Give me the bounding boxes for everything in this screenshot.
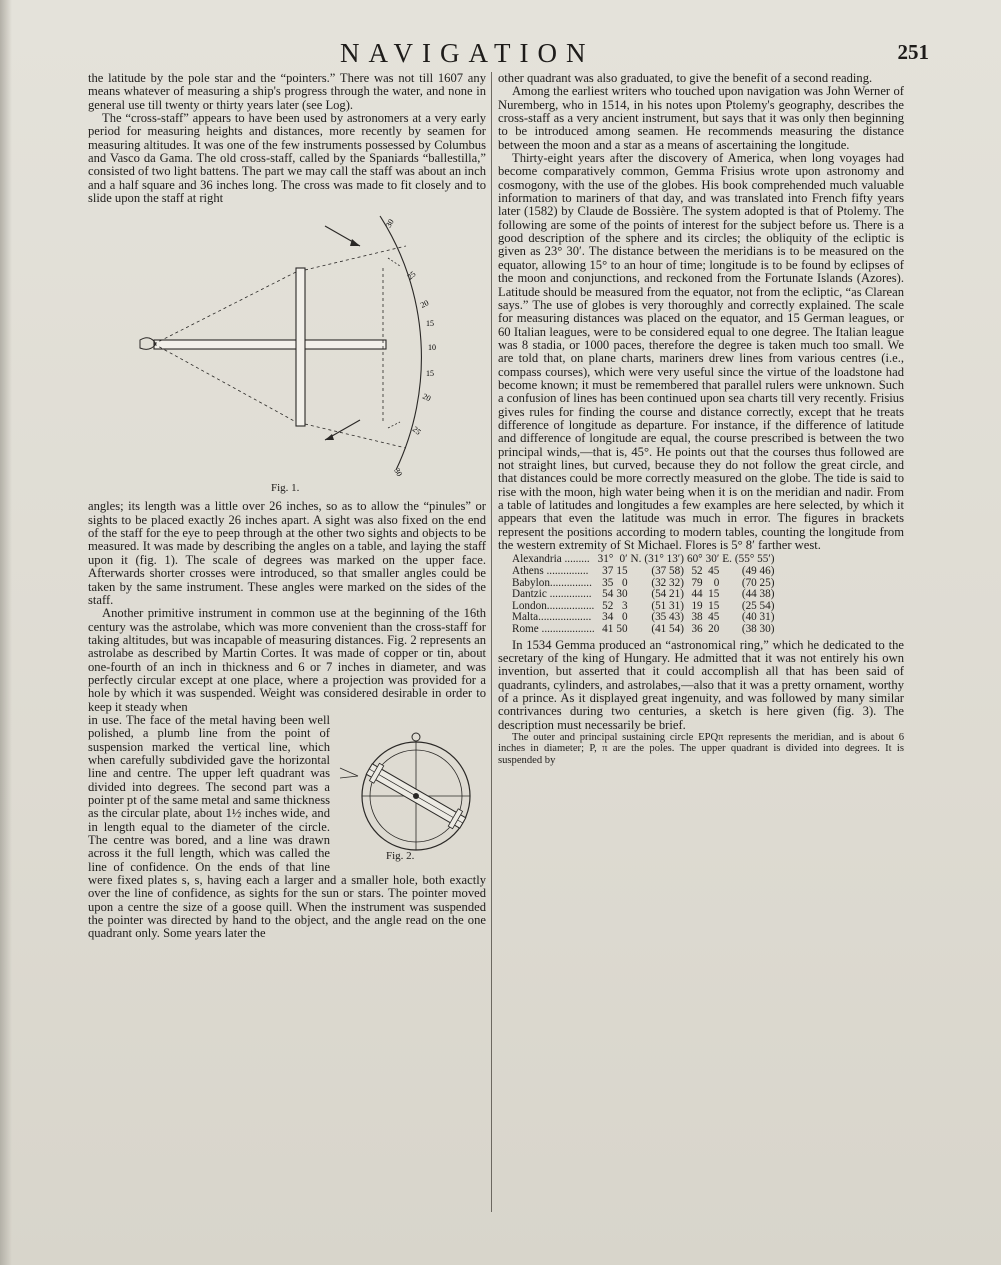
arrow <box>340 768 358 776</box>
table-cell-lon-m: 45 <box>708 611 720 624</box>
astrolabe-diagram <box>338 716 486 866</box>
sight-line <box>305 424 406 448</box>
table-cell-lat-h <box>631 624 645 636</box>
table-cell-place: Malta................... <box>512 611 592 624</box>
table-cell-lat-h: N. <box>630 553 642 566</box>
table-cell-lon-d: 60° <box>686 553 703 566</box>
table-cell-lon-h <box>722 624 735 636</box>
cross-piece <box>296 268 305 426</box>
table-cell-lat-mod: (54 21) <box>651 588 684 601</box>
right-column <box>498 72 904 1212</box>
figure-2-wrap <box>88 714 486 941</box>
table-cell-lon-m: 30′ <box>705 553 720 566</box>
table-cell-place: Rome ................... <box>512 622 595 635</box>
table-cell-lat-d: 54 <box>602 588 614 601</box>
table-cell-lon-mod: (70 25) <box>741 576 775 589</box>
paragraph: Thirty-eight years after the discovery of America, when long voyages had become comparatively common, Gemma Frisius wrote upon astronomy and cosmogony, with the use of the globes. His book comprehended much valuable information to mariners of that day, and was translated into French fifty years later (1582) by Claude de Bossière. The system adopted is that of Ptolemy. The following are some of the points of interest for the subject before us. There is a good description of the sphere and its circles; the obliquity of the ecliptic is given as 23° 30′. The distance between the meridians is to be measured on the equator, allowing 15° to an hour of time; longitude is to be found by eclipses of the moon and conjunctions, and reckoned from the Fortunate Islands (Azores). Latitude should be measured from the equator, not from the ecliptic, “as Clarean says.” The use of globes is very thoroughly and correctly explained. The scale for measuring distances was placed on the equator, and 15 German leagues, or 60 Italian leagues, were to be considered equal to one degree. The Italian league was 8 stadia, or 1000 paces, therefore the degree is taken much too small. We are told that, on plane charts, mariners drew lines from various centres (i.e., compass courses), which were very useful since the virtue of the loadstone had become known; it must be remembered that parallel rulers were unknown. Such a confusion of lines has been continued upon sea charts till very recently. Frisius gives rules for finding the course and distance correctly, except that he treats difference of longitude as departure. For instance, if the difference of latitude and difference of longitude are equal, the course prescribed is between the two principal winds,—that is, 45°. He points out that the courses thus followed are not straight lines, but curved, because they do not follow the great circle, and that distances could be more correctly measured on the globe. The tide is said to rise with the moon, high water being when it is on the meridian and nadir. From a table of latitudes and longitudes a few examples are here selected, by which it appears that even the latitude was much in error. The figures in brackets represent the positions according to modern tables, counting the longitude from the western extremity of St Michael. Flores is 5° 8′ farther west. <box>498 151 904 553</box>
table-cell-place: Babylon............... <box>512 576 592 589</box>
table-cell-lat-h <box>631 578 645 590</box>
table-cell-lon-d: 52 <box>691 564 703 577</box>
sight-line <box>305 246 406 270</box>
table-cell-lat-d: 34 <box>602 611 614 624</box>
table-cell-lon-h <box>722 612 735 624</box>
table-cell-lon-h <box>722 601 735 613</box>
degree-mark: 30 <box>392 466 405 479</box>
running-head: NAVIGATION <box>340 38 595 68</box>
table-cell-lat-mod: (51 31) <box>651 599 684 612</box>
table-cell-place: London................. <box>512 599 595 612</box>
paragraph: other quadrant was also graduated, to give the benefit of a second reading. <box>498 72 873 85</box>
table-cell-lon-mod: (55° 55′) <box>734 553 775 566</box>
table-cell-lat-mod: (41 54) <box>651 622 684 635</box>
cross-staff-diagram <box>88 208 486 498</box>
table-cell-lat-d: 37 <box>602 564 614 577</box>
sight-line <box>154 272 296 344</box>
table-row <box>512 589 777 601</box>
tick <box>388 422 400 428</box>
figure-2-astrolabe <box>338 716 486 866</box>
tick <box>388 258 400 266</box>
paragraph: The “cross-staff” appears to have been used by astronomers at a very early period for measuring heights and distances, more recently by seamen for measuring altitudes. It was one of the few instruments possessed by Columbus and Vasco da Gama. The old cross-staff, called by the Spaniards “ballestilla,” consisted of two light battens. The part we may call the staff was about an inch and a half square and 36 inches long. The cross was made to fit closely and to slide upon the staff at right <box>88 111 486 206</box>
table-cell-lat-mod: (31° 13′) <box>644 553 684 566</box>
table-cell-place: Alexandria ......... <box>512 553 590 566</box>
figure-caption: Fig. 2. <box>386 849 415 862</box>
centre-pin <box>413 793 419 799</box>
table-cell-lon-mod: (25 54) <box>741 599 775 612</box>
paragraph: angles; its length was a little over 26 inches, so as to allow the “pinules” or sights to be placed exactly 26 inches apart. A sight was also fixed on the end of the staff for the eye to peep through at the other two sights and objects to be measured. It was made by describing the angles on a table, and laying the staff upon it (fig. 1). The scale of degrees was marked on the upper face. Afterwards shorter crosses were introduced, so that smaller angles could be taken by the same instrument. These angles were marked on the sides of the staff. <box>88 499 486 607</box>
page-number: 251 <box>897 40 929 64</box>
table-cell-lat-h <box>631 601 645 613</box>
coordinates-table <box>512 554 777 635</box>
figure-caption: Fig. 1. <box>271 482 300 495</box>
degree-mark: 25 <box>410 425 423 438</box>
table-row <box>512 566 777 578</box>
paragraph: in use. The face of the metal having been well polished, a plumb line from the point of suspension marked the vertical line, which when carefully subdivided gave the horizontal line and centre. The upper left quadrant was divided into degrees. The second part was a pointer pt of the same metal and same thickness as the circular plate, about 1½ inches wide, and in length equal to the diameter of the circle. The centre was bored, and a line was drawn across it the full length, which was called the line of confidence. On the ends of that line were fixed plates s, s, having each a larger and a smaller hole, both exactly over the line of confidence, as sights for the sun or stars. The pointer moved upon a centre the size of a goose quill. When the instrument was suspended the pointer was directed by hand to the object, and the angle read on the one quadrant only. Some years later the <box>88 712 486 941</box>
table-cell-lat-mod: (32 32) <box>651 576 684 589</box>
degree-mark: 15 <box>426 319 434 329</box>
table-cell-lon-m: 20 <box>708 622 720 635</box>
table-cell-lat-d: 31° <box>597 553 614 566</box>
table-cell-place: Athens ............... <box>512 564 589 577</box>
degree-mark: 10 <box>428 343 436 353</box>
table-cell-lon-d: 19 <box>691 599 703 612</box>
table-cell-lat-d: 52 <box>602 599 614 612</box>
table-cell-lon-m: 45 <box>708 564 720 577</box>
table-cell-lat-m: 15 <box>616 564 628 577</box>
sight-line <box>154 344 296 422</box>
table-cell-lat-d: 35 <box>602 576 614 589</box>
paragraph: In 1534 Gemma produced an “astronomical ring,” which he dedicated to the secretary of the king of Hungary. He admitted that it was not entirely his own invention, but asserted that it could accomplish all that has been said of quadrants, cylinders, and astrolabes,—also that it was a pretty ornament, worthy of a prince. As it displayed great ingenuity, and was followed by many similar contrivances during two centuries, a sketch is here given (fig. 3). The description must necessarily be brief. <box>498 637 904 732</box>
table-cell-lon-mod: (40 31) <box>741 611 775 624</box>
degree-mark: 30 <box>383 218 396 230</box>
table-cell-lat-m: 50 <box>616 622 628 635</box>
suspension-ring <box>412 733 420 741</box>
binding-shadow <box>0 0 12 1265</box>
arrow <box>340 776 358 778</box>
table-cell-lon-h <box>722 578 735 590</box>
page-header <box>0 38 1001 68</box>
table-cell-lat-m: 0 <box>621 611 628 624</box>
table-row <box>512 624 777 636</box>
table-cell-lat-m: 3 <box>621 599 628 612</box>
table-cell-lat-h <box>631 612 645 624</box>
table-cell-lat-m: 30 <box>616 588 628 601</box>
table-cell-place: Dantzic ............... <box>512 588 592 601</box>
figure-1-cross-staff <box>88 208 486 498</box>
table-cell-lat-m: 0′ <box>619 553 628 566</box>
table-cell-lon-mod: (44 38) <box>741 588 775 601</box>
table-cell-lon-m: 0 <box>713 576 720 589</box>
arrowhead <box>350 239 360 246</box>
table-cell-lon-h <box>722 566 735 578</box>
table-cell-lat-m: 0 <box>621 576 628 589</box>
degree-mark: 25 <box>405 269 418 282</box>
staff <box>154 340 386 349</box>
table-cell-lon-h: E. <box>722 553 732 566</box>
table-cell-lon-d: 38 <box>691 611 703 624</box>
degree-mark: 15 <box>426 369 434 379</box>
table-cell-lon-m: 15 <box>708 599 720 612</box>
table-cell-lon-d: 44 <box>691 588 703 601</box>
table-cell-lat-h <box>631 566 645 578</box>
table-cell-lon-d: 79 <box>691 576 703 589</box>
table-cell-lon-mod: (38 30) <box>741 622 775 635</box>
table-cell-lon-mod: (49 46) <box>741 564 775 577</box>
table-cell-lon-d: 36 <box>691 622 703 635</box>
table-cell-lat-d: 41 <box>602 622 614 635</box>
table-cell-lat-mod: (37 58) <box>651 564 684 577</box>
arrowhead <box>325 434 334 440</box>
table-cell-lon-m: 15 <box>708 588 720 601</box>
table-cell-lat-mod: (35 43) <box>651 611 684 624</box>
paragraph: Among the earliest writers who touched upon navigation was John Werner of Nuremberg, who in 1514, in his notes upon Ptolemy's geography, describes the cross-staff as a very ancient instrument, but says that it was only then beginning to be introduced among seamen. He recommends measuring the distance between the moon and a star as a means of ascertaining the longitude. <box>498 84 904 152</box>
column-rule <box>491 72 492 1212</box>
degree-mark: 20 <box>419 298 431 311</box>
left-column <box>88 72 486 1212</box>
paragraph: the latitude by the pole star and the “pointers.” There was not till 1607 any means whatever of measuring a ship's progress through the water, and none in general use till twenty or thirty years later (see Log). <box>88 72 486 112</box>
table-cell-lon-h <box>722 589 735 601</box>
table-cell-lat-h <box>631 589 645 601</box>
paragraph: Another primitive instrument in common use at the beginning of the 16th century was the astrolabe, which was more convenient than the cross-staff for taking altitudes, but was incapable of measuring distances. Fig. 2 represents an astrolabe as described by Martin Cortes. It was made of copper or tin, about one-fourth of an inch in thickness and 6 or 7 inches in diameter, and was perfectly circular except at one place, where a projection was provided for a hole by which it was suspended. Weight was considered desirable in order to keep it steady when <box>88 606 486 714</box>
footnote: The outer and principal sustaining circle EPQπ represents the meridian, and is about 6 inches in diameter; P, π are the poles. The upper quadrant is divided into degrees. It is suspended by <box>498 731 904 766</box>
degree-mark: 20 <box>421 392 433 404</box>
